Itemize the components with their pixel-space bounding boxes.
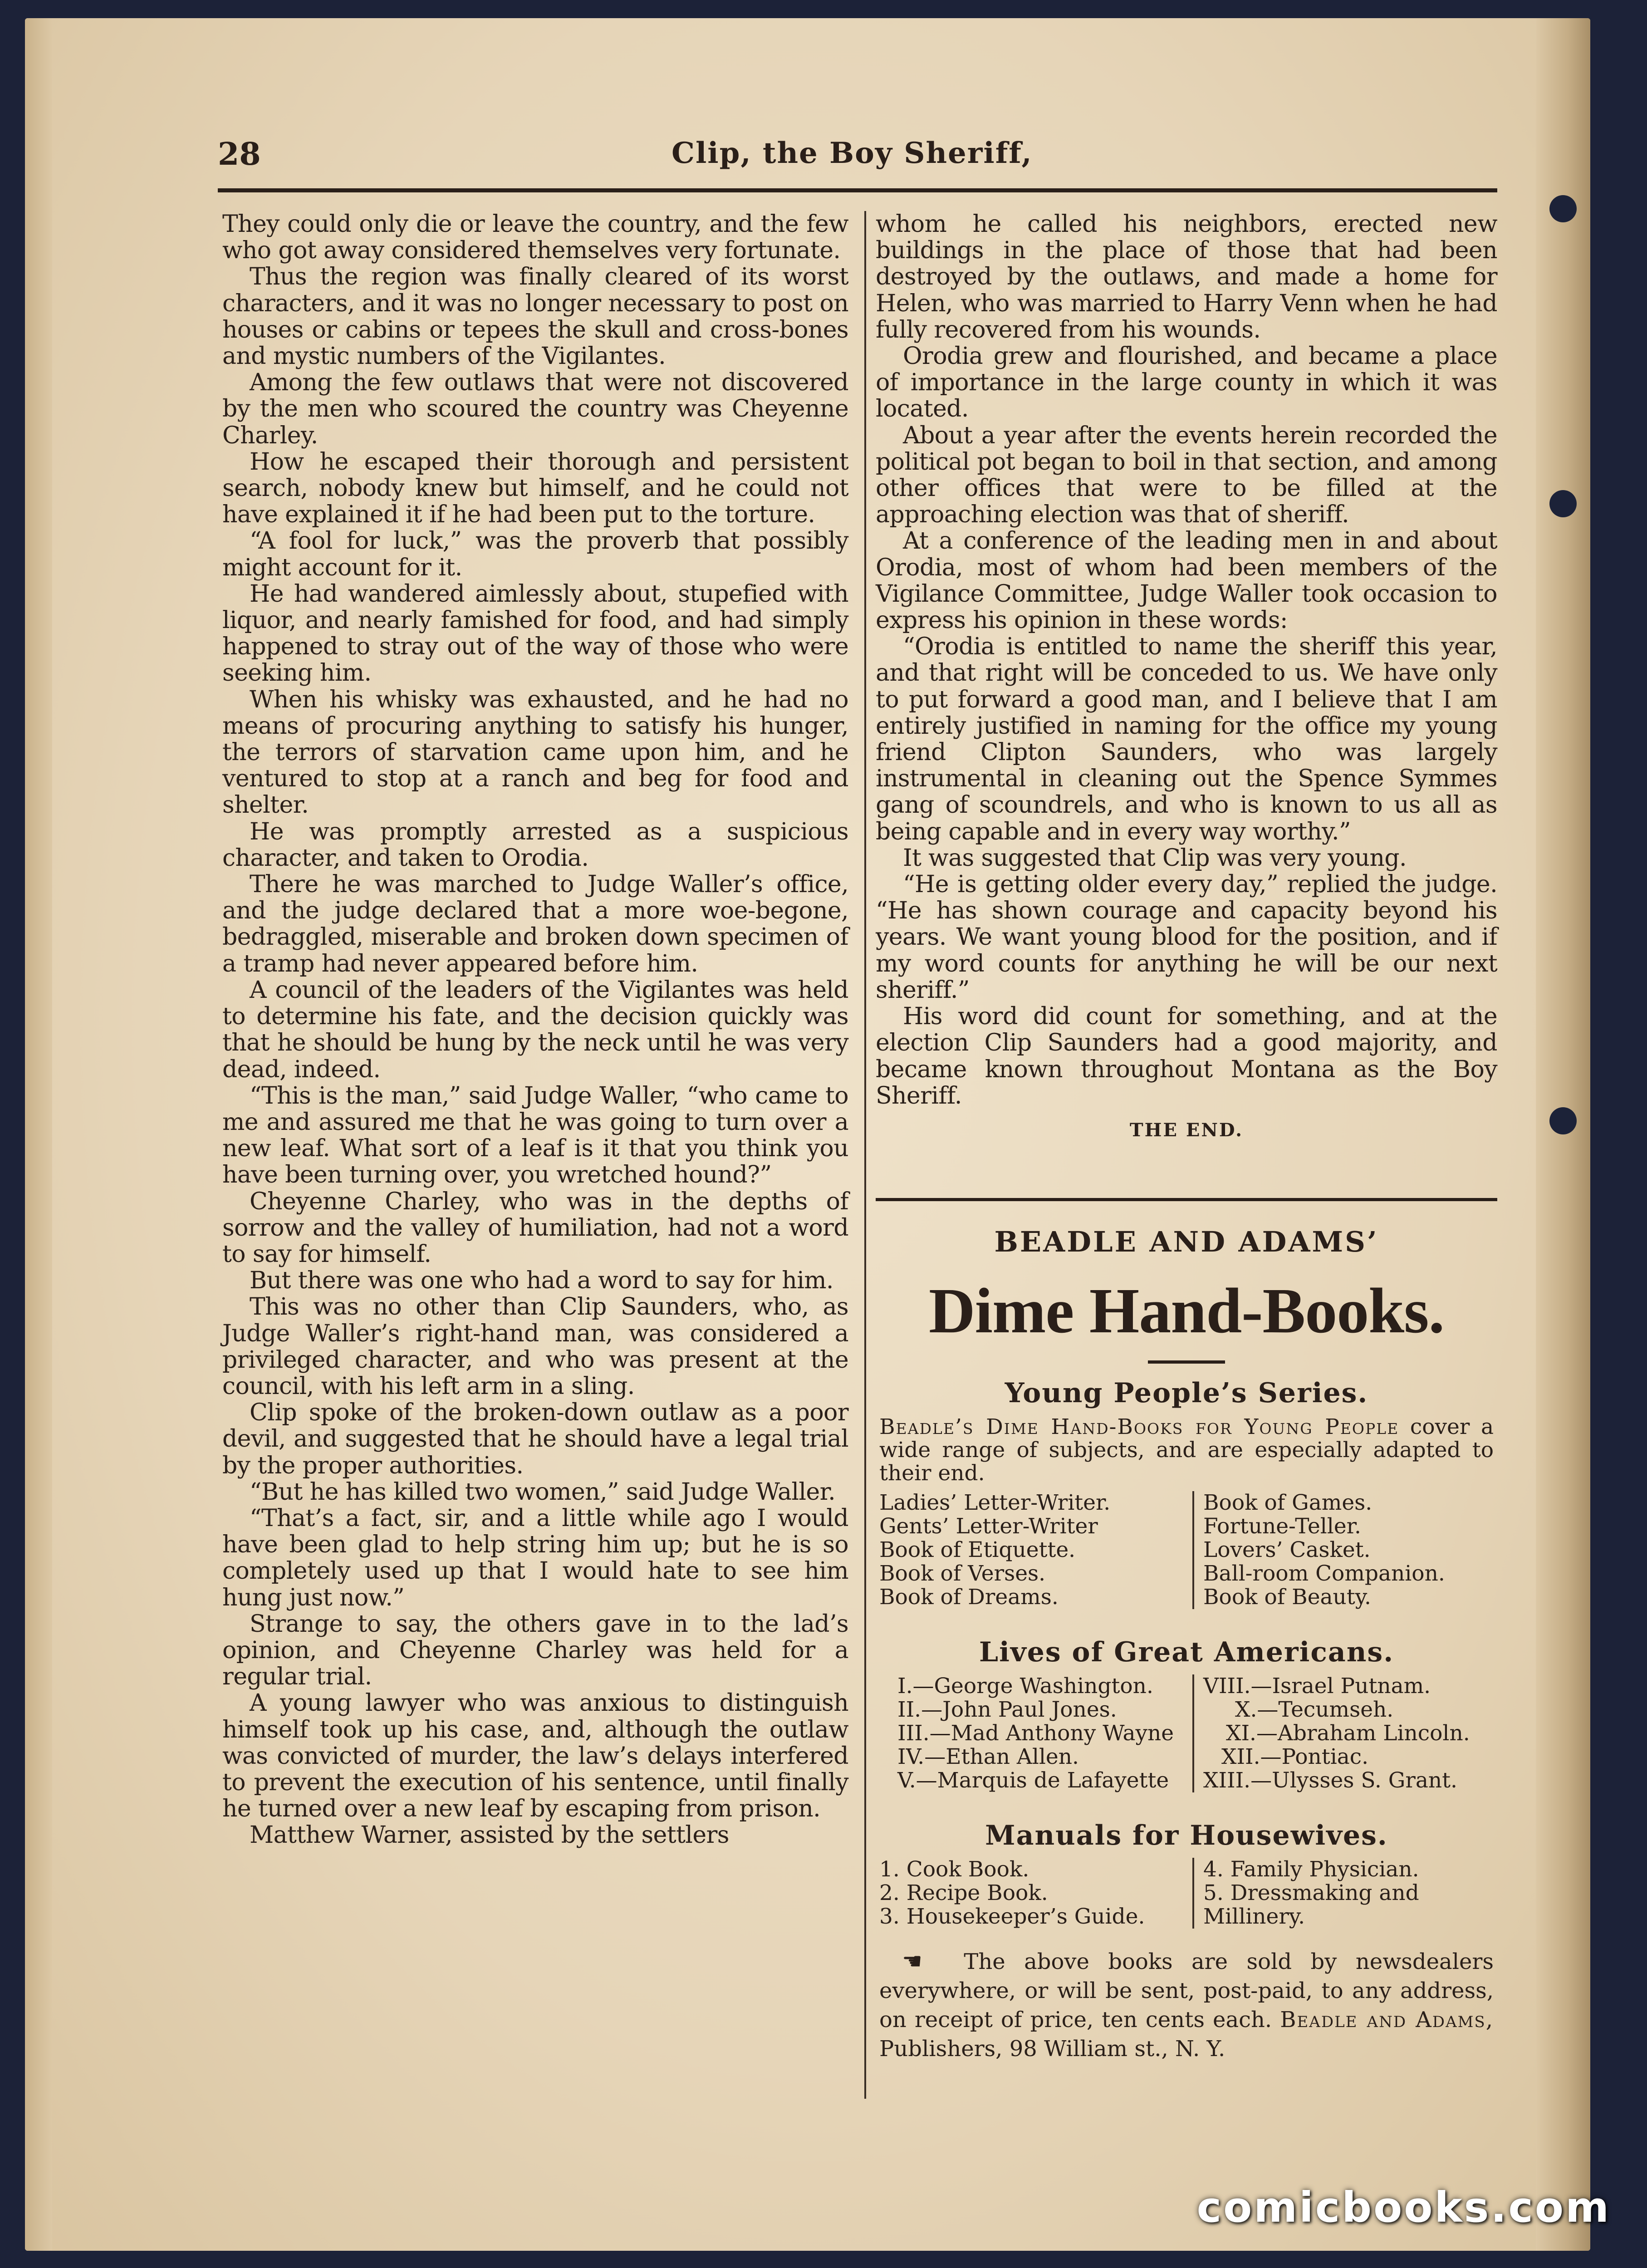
list-item: IV.—Ethan Allen.	[897, 1744, 1079, 1769]
manuals-heading: Manuals for Housewives.	[985, 1820, 1388, 1851]
list-item: III.—Mad Anthony Wayne	[897, 1721, 1174, 1746]
footer-publisher: Beadle and Adams,	[1280, 2007, 1494, 2032]
list-item: II.—John Paul Jones.	[897, 1697, 1117, 1722]
paragraph: “That’s a fact, sir, and a little while ago I would have been glad to help string him up; but he is so completely used up that I would hate to see him hung just now.”	[222, 1504, 848, 1611]
list-item: Book of Etiquette.	[879, 1537, 1076, 1562]
paragraph: “A fool for luck,” was the proverb that possibly might account for it.	[222, 527, 848, 581]
advertisement-rule	[876, 1198, 1497, 1201]
list-item: XI.—Abraham Lincoln.	[1226, 1721, 1470, 1746]
lives-list	[876, 1674, 1497, 1792]
list-item: Ladies’ Letter-Writer.	[879, 1490, 1111, 1515]
pointing-hand-icon: ☛	[902, 1948, 922, 1974]
list-item: Book of Verses.	[879, 1561, 1046, 1586]
list-item: Ball-room Companion.	[1203, 1561, 1445, 1586]
paragraph: His word did count for something, and at the election Clip Saunders had a good majority, and became known throughout Montana as the Boy Sheriff.	[876, 1003, 1497, 1109]
young-series-list	[876, 1491, 1497, 1609]
lives-heading: Lives of Great Americans.	[979, 1636, 1394, 1668]
header-rule	[218, 188, 1497, 192]
right-column	[876, 211, 1497, 1144]
paragraph: A young lawyer who was anxious to distinguish himself took up his case, and, although the outlaw was convicted of murder, the law’s delays interfered to prevent the execution of his sentence, until finally he turned over a new leaf by escaping from prison.	[222, 1689, 848, 1823]
list-item: Book of Beauty.	[1203, 1585, 1371, 1610]
list-item: XII.—Pontiac.	[1221, 1744, 1369, 1769]
paragraph: Cheyenne Charley, who was in the depths of sorrow and the valley of humiliation, had not a word to say for himself.	[222, 1188, 848, 1268]
intro-smallcaps: Beadle’s Dime Hand-Books for Young People	[879, 1414, 1399, 1439]
paragraph: “He is getting older every day,” replied the judge. “He has shown courage and capacity beyond his years. We want young blood for the position, and if my word counts for anything he will be our next sheriff.”	[876, 871, 1497, 1004]
binding-hole	[1549, 1107, 1577, 1134]
left-column	[222, 211, 848, 1849]
list-item: 5. Dressmaking and Millinery.	[1203, 1880, 1419, 1929]
list-item: Book of Dreams.	[879, 1585, 1059, 1610]
ad-publisher: BEADLE AND ADAMS’	[994, 1225, 1379, 1258]
watermark: comicbooks.com	[1196, 2183, 1611, 2232]
binding-gutter	[1536, 18, 1590, 2251]
paragraph: whom he called his neighbors, erected new buildings in the place of those that had been destroyed by the outlaws, and made a home for Helen, who was married to Harry Venn when he had fully recovered from his wounds.	[876, 211, 1497, 344]
paragraph: “This is the man,” said Judge Waller, “who came to me and assured me that he was going to turn over a new leaf. What sort of a leaf is it that you think you have been turning over, you wretched hound?”	[222, 1082, 848, 1189]
list-item: Book of Games.	[1203, 1490, 1372, 1515]
list-item: I.—George Washington.	[897, 1674, 1153, 1699]
the-end: THE END.	[1129, 1119, 1244, 1141]
paragraph: How he escaped their thorough and persistent search, nobody knew but himself, and he could not have explained it if he had been put to the torture.	[222, 448, 848, 529]
list-item: Gents’ Letter-Writer	[879, 1514, 1098, 1539]
column-rule	[864, 211, 866, 2099]
paragraph: There he was marched to Judge Waller’s office, and the judge declared that a more woe-begone, bedraggled, miserable and broken down specimen of a tramp had never appeared before him.	[222, 871, 848, 977]
list-item: VIII.—Israel Putnam.	[1203, 1674, 1431, 1699]
list-item: 3. Housekeeper’s Guide.	[879, 1904, 1145, 1929]
footer-address: Publishers, 98 William st., N. Y.	[879, 2036, 1225, 2062]
paragraph: “Orodia is entitled to name the sheriff this year, and that right will be conceded to us. We have only to put forward a good man, and I believe that I am entirely justified in naming for the office my young friend Clipton Saunders, who was largely instrumental in cleaning out the Spence Symmes gang of scoundrels, and who is known to us all as being capable and in every way worthy.”	[876, 633, 1497, 845]
binding-hole	[1549, 195, 1577, 222]
paragraph: A council of the leaders of the Vigilantes was held to determine his fate, and the decision quickly was that he should be hung by the neck until he was very dead, indeed.	[222, 976, 848, 1083]
paragraph: But there was one who had a word to say for him.	[250, 1267, 833, 1295]
binding-hole	[1549, 490, 1577, 517]
paragraph: He had wandered aimlessly about, stupefied with liquor, and nearly famished for food, and had simply happened to stray out of the way of those who were seeking him.	[222, 580, 848, 687]
intro-rest: cover a wide range of subjects, and are especially adapted to their end.	[879, 1414, 1494, 1486]
paragraph: They could only die or leave the country, and the few who got away considered themselves very fortunate.	[222, 211, 848, 265]
list-item: XIII.—Ulysses S. Grant.	[1203, 1768, 1457, 1793]
list-item: 1. Cook Book.	[879, 1857, 1029, 1882]
list-item: Lovers’ Casket.	[1203, 1537, 1371, 1562]
paragraph: At a conference of the leading men in and about Orodia, most of whom had been members of the Vigilance Committee, Judge Waller took occasion to express his opinion in these words:	[876, 527, 1497, 634]
list-item: Fortune-Teller.	[1203, 1514, 1361, 1539]
young-series-heading: Young People’s Series.	[1005, 1377, 1368, 1409]
advertisement	[876, 1225, 1497, 2063]
paragraph: When his whisky was exhausted, and he had no means of procuring anything to satisfy his hunger, the terrors of starvation came upon him, and he ventured to stop at a ranch and beg for food and shelter.	[222, 686, 848, 819]
paragraph: Matthew Warner, assisted by the settlers	[250, 1821, 729, 1849]
list-item: X.—Tecumseh.	[1235, 1697, 1394, 1722]
paragraph: Strange to say, the others gave in to the lad’s opinion, and Cheyenne Charley was held for a regular trial.	[222, 1610, 848, 1691]
paragraph: This was no other than Clip Saunders, who, as Judge Waller’s right-hand man, was considered a privileged character, and who was present at the council, with his left arm in a sling.	[222, 1293, 848, 1400]
manuals-list	[876, 1858, 1497, 1929]
list-item: V.—Marquis de Lafayette	[897, 1768, 1169, 1793]
paragraph: Clip spoke of the broken-down outlaw as a poor devil, and suggested that he should have a legal trial by the proper authorities.	[222, 1399, 848, 1479]
list-item: 4. Family Physician.	[1203, 1857, 1419, 1882]
list-item: 2. Recipe Book.	[879, 1880, 1048, 1905]
title-rule	[1148, 1360, 1225, 1364]
ad-title: Dime Hand-Books.	[929, 1275, 1444, 1346]
paragraph: Thus the region was finally cleared of its worst characters, and it was no longer necessary to post on houses or cabins or tepees the skull and cross-bones and mystic numbers of the Vigilantes.	[222, 263, 848, 370]
ad-footer	[876, 1947, 1497, 2063]
paragraph: Orodia grew and flourished, and became a place of importance in the large county in which it was located.	[876, 343, 1497, 423]
paragraph: It was suggested that Clip was very young.	[903, 844, 1407, 872]
page-edge	[25, 18, 52, 2251]
paragraph: “But he has killed two women,” said Judge Waller.	[250, 1478, 836, 1506]
running-title: Clip, the Boy Sheriff,	[672, 136, 1033, 170]
footer-text: The above books are sold by newsdealers everywhere, or will be sent, post-paid, to any address, on receipt of price, ten cents each.	[879, 1949, 1494, 2032]
page-header	[218, 136, 1497, 177]
paragraph: He was promptly arrested as a suspicious character, and taken to Orodia.	[222, 818, 848, 872]
page-number: 28	[218, 136, 261, 172]
paragraph: About a year after the events herein recorded the political pot began to boil in that section, and among other offices that were to be filled at the approaching election was that of sheriff.	[876, 422, 1497, 529]
paragraph: Among the few outlaws that were not discovered by the men who scoured the country was Cheyenne Charley.	[222, 369, 848, 449]
young-series-intro	[876, 1415, 1497, 1485]
